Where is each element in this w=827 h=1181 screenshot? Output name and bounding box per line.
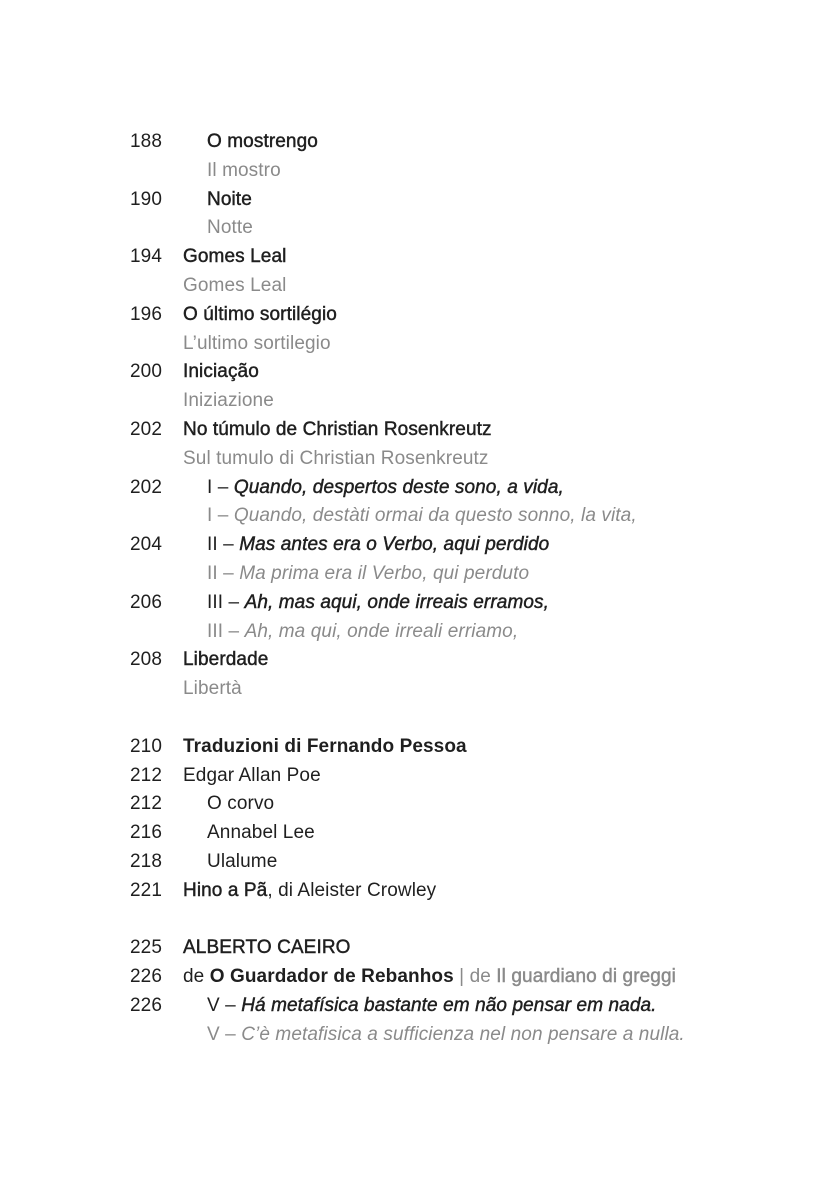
toc-row-translation bbox=[130, 157, 807, 186]
toc-title-part: Iniciação bbox=[183, 361, 259, 383]
toc-title-part: Ah, ma qui, onde irreali erriamo, bbox=[244, 620, 519, 642]
toc-title bbox=[183, 1021, 807, 1050]
toc-row-primary bbox=[130, 301, 807, 330]
toc-title bbox=[183, 531, 807, 560]
toc-entry bbox=[130, 243, 807, 301]
toc-entry bbox=[130, 531, 807, 589]
toc-row-primary bbox=[130, 877, 807, 906]
toc-entry bbox=[130, 128, 807, 186]
toc-title bbox=[183, 502, 807, 531]
toc-row-primary bbox=[130, 416, 807, 445]
toc-title-part: Libertà bbox=[183, 678, 242, 700]
toc-page-number: 188 bbox=[130, 131, 163, 152]
toc-title bbox=[183, 963, 807, 992]
toc-row-primary bbox=[130, 128, 807, 157]
toc-page-number: 208 bbox=[130, 649, 163, 671]
toc-page-number: 190 bbox=[130, 188, 163, 210]
toc-title bbox=[183, 848, 807, 877]
toc-title-part: No túmulo de Christian Rosenkreutz bbox=[183, 418, 492, 440]
toc-page-number: 204 bbox=[130, 534, 163, 556]
toc-row-translation bbox=[130, 272, 807, 301]
toc-row-primary bbox=[130, 848, 807, 877]
toc-title bbox=[183, 675, 807, 704]
toc-entry bbox=[130, 992, 807, 1050]
toc-row-primary bbox=[130, 819, 807, 848]
toc-entry bbox=[130, 358, 807, 416]
toc-title-part: C’è metafisica a sufficienza nel non pensare a nulla. bbox=[241, 1023, 685, 1045]
toc-row-translation bbox=[130, 1021, 807, 1050]
toc-title bbox=[183, 618, 807, 647]
toc-title bbox=[183, 301, 807, 330]
toc-row-translation bbox=[130, 330, 807, 359]
toc-title bbox=[183, 790, 807, 819]
toc-page-number: 218 bbox=[130, 850, 163, 872]
toc-title bbox=[183, 186, 807, 215]
toc-entry bbox=[130, 416, 807, 474]
toc-title-part: Edgar Allan Poe bbox=[183, 764, 321, 786]
toc-title-part: II – bbox=[207, 534, 240, 556]
toc-row-primary bbox=[130, 531, 807, 560]
toc-entry bbox=[130, 589, 807, 647]
toc-entry bbox=[130, 762, 807, 791]
toc-row-primary bbox=[130, 733, 807, 762]
toc-page-number: 212 bbox=[130, 764, 163, 786]
toc-entry bbox=[130, 474, 807, 532]
toc-title bbox=[183, 819, 807, 848]
toc-title bbox=[183, 934, 807, 963]
toc-row-primary bbox=[130, 992, 807, 1021]
toc-title bbox=[183, 214, 807, 243]
toc-entry bbox=[130, 733, 807, 762]
toc-page-number: 225 bbox=[130, 937, 163, 959]
toc-page-number: 216 bbox=[130, 822, 163, 844]
toc-row-translation bbox=[130, 675, 807, 704]
toc-title bbox=[183, 243, 807, 272]
toc-page-number: 226 bbox=[130, 966, 163, 988]
toc-row-primary bbox=[130, 358, 807, 387]
toc-entry bbox=[130, 963, 807, 992]
toc-title-part: | bbox=[453, 966, 470, 988]
toc-title-part: Liberdade bbox=[183, 649, 269, 671]
toc-title-part: , di Aleister Crowley bbox=[267, 879, 437, 901]
toc-title-part: II – bbox=[207, 562, 240, 584]
toc-row-primary bbox=[130, 790, 807, 819]
toc-title-part: III – bbox=[207, 591, 245, 613]
toc-entry bbox=[130, 790, 807, 819]
toc-title-part: Traduzioni di Fernando Pessoa bbox=[183, 735, 467, 757]
toc-row-translation bbox=[130, 502, 807, 531]
toc-title bbox=[183, 416, 807, 445]
toc-title-part: de bbox=[183, 966, 210, 988]
toc-title-part: Annabel Lee bbox=[207, 822, 315, 844]
toc-title-part: Iniziazione bbox=[183, 390, 274, 412]
toc-title-part: Quando, destàti ormai da questo sonno, la vita, bbox=[233, 505, 637, 527]
toc-page-number: 194 bbox=[130, 246, 163, 268]
toc-page-number: 200 bbox=[130, 361, 163, 383]
toc-entry bbox=[130, 646, 807, 704]
toc-list bbox=[130, 128, 807, 1050]
toc-title-part: O corvo bbox=[207, 793, 275, 815]
toc-title-part: Ma prima era il Verbo, qui perduto bbox=[239, 562, 530, 584]
toc-title bbox=[183, 589, 807, 618]
toc-row-translation bbox=[130, 214, 807, 243]
toc-section-gap bbox=[130, 906, 807, 935]
toc-row-primary bbox=[130, 186, 807, 215]
toc-page-number: 212 bbox=[130, 793, 163, 815]
toc-entry bbox=[130, 877, 807, 906]
toc-title-part: Gomes Leal bbox=[183, 246, 287, 268]
toc-page-number: 221 bbox=[130, 879, 163, 901]
toc-page-number: 202 bbox=[130, 476, 163, 498]
toc-title-part: Gomes Leal bbox=[183, 274, 287, 296]
toc-title bbox=[183, 646, 807, 675]
toc-title-part: Sul tumulo di Christian Rosenkreutz bbox=[183, 447, 489, 469]
toc-page-number: 226 bbox=[130, 994, 163, 1016]
toc-title bbox=[183, 877, 807, 906]
toc-row-translation bbox=[130, 445, 807, 474]
toc-title-part: Noite bbox=[207, 188, 252, 210]
toc-row-primary bbox=[130, 474, 807, 503]
toc-row-primary bbox=[130, 646, 807, 675]
toc-title-part: Il mostro bbox=[207, 159, 281, 181]
toc-entry bbox=[130, 934, 807, 963]
toc-title-part: O Guardador de Rebanhos bbox=[209, 966, 454, 988]
toc-title bbox=[183, 358, 807, 387]
toc-row-primary bbox=[130, 243, 807, 272]
toc-title-part: Quando, despertos deste sono, a vida, bbox=[233, 476, 564, 498]
toc-title-part: I – bbox=[207, 505, 234, 527]
table-of-contents bbox=[130, 128, 807, 1050]
toc-title bbox=[183, 128, 807, 157]
toc-entry bbox=[130, 819, 807, 848]
toc-page-number: 210 bbox=[130, 735, 163, 757]
toc-page-number: 206 bbox=[130, 591, 163, 613]
toc-entry bbox=[130, 301, 807, 359]
toc-title-part: I – bbox=[207, 476, 234, 498]
toc-title-part: V – bbox=[207, 1023, 242, 1045]
toc-section-gap bbox=[130, 704, 807, 733]
toc-title-part: Notte bbox=[207, 217, 253, 239]
toc-title bbox=[183, 157, 807, 186]
toc-title-part: III – bbox=[207, 620, 245, 642]
toc-row-translation bbox=[130, 560, 807, 589]
toc-title bbox=[183, 387, 807, 416]
toc-title bbox=[183, 272, 807, 301]
toc-row-primary bbox=[130, 762, 807, 791]
toc-title-part: Mas antes era o Verbo, aqui perdido bbox=[239, 534, 550, 556]
toc-row-translation bbox=[130, 618, 807, 647]
toc-row-primary bbox=[130, 963, 807, 992]
toc-title-part: Há metafísica bastante em não pensar em nada. bbox=[241, 994, 657, 1016]
toc-title bbox=[183, 560, 807, 589]
toc-title-part: L’ultimo sortilegio bbox=[183, 332, 331, 354]
toc-entry bbox=[130, 186, 807, 244]
toc-title bbox=[183, 992, 807, 1021]
toc-title bbox=[183, 762, 807, 791]
toc-title bbox=[183, 474, 807, 503]
toc-row-primary bbox=[130, 589, 807, 618]
toc-title-part: Il guardiano di greggi bbox=[496, 966, 676, 988]
toc-title-part: Hino a Pã bbox=[183, 879, 268, 901]
toc-title-part: ALBERTO CAEIRO bbox=[183, 937, 351, 959]
toc-title bbox=[183, 733, 807, 762]
toc-title-part: Ah, mas aqui, onde irreais erramos, bbox=[244, 591, 550, 613]
toc-row-translation bbox=[130, 387, 807, 416]
toc-entry bbox=[130, 848, 807, 877]
toc-title-part: de bbox=[469, 966, 497, 988]
toc-row-primary bbox=[130, 934, 807, 963]
toc-page-number: 202 bbox=[130, 418, 163, 440]
toc-title bbox=[183, 330, 807, 359]
toc-page-number: 196 bbox=[130, 303, 163, 325]
toc-title-part: O último sortilégio bbox=[183, 303, 337, 325]
toc-title-part: Ulalume bbox=[207, 850, 278, 872]
toc-title-part: V – bbox=[207, 994, 242, 1016]
toc-title-part: O mostrengo bbox=[207, 131, 318, 152]
toc-title bbox=[183, 445, 807, 474]
